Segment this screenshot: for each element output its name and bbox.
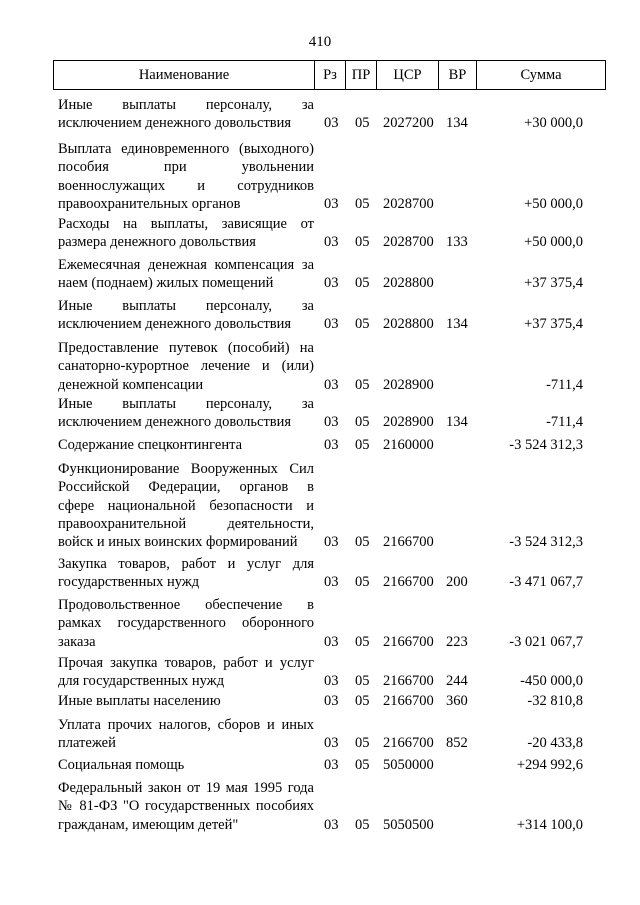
row-name-line: Прочая закупка товаров, работ и услуг xyxy=(58,655,314,671)
row-csr: 5050500 xyxy=(383,816,434,833)
row-csr: 2028900 xyxy=(383,376,434,393)
header-sum: Сумма xyxy=(476,61,605,89)
row-name-line: исключением денежного довольствия xyxy=(58,414,292,431)
header-name: Наименование xyxy=(138,67,230,83)
row-name xyxy=(58,96,314,133)
row-sum: -20 433,8 xyxy=(527,735,583,752)
row-name xyxy=(58,297,314,334)
row-rz: 03 xyxy=(324,437,339,453)
row-name xyxy=(58,436,314,454)
row-rz: 03 xyxy=(324,816,339,833)
row-sum: -3 471 067,7 xyxy=(509,574,583,591)
row-name-line: платежей xyxy=(58,735,116,752)
row-sum: -711,4 xyxy=(546,376,583,393)
table-header xyxy=(53,60,606,90)
row-sum: +30 000,0 xyxy=(524,115,583,132)
page-number: 410 xyxy=(308,34,332,50)
row-name-line: рамках государственного оборонного xyxy=(58,615,314,632)
header-vr: ВР xyxy=(438,61,476,89)
row-pr: 05 xyxy=(355,414,370,431)
row-rz: 03 xyxy=(324,234,339,251)
row-name-line: Уплата прочих налогов, сборов и иных xyxy=(58,717,314,733)
row-csr: 2027200 xyxy=(383,115,434,132)
row-pr: 05 xyxy=(355,574,370,591)
row-vr: 134 xyxy=(446,316,468,333)
row-csr: 2028800 xyxy=(383,275,434,292)
row-pr: 05 xyxy=(355,673,370,690)
row-csr: 2028800 xyxy=(383,316,434,333)
row-vr: 852 xyxy=(446,735,468,752)
row-name-line: Предоставление путевок (пособий) на xyxy=(58,340,314,356)
row-name xyxy=(58,140,314,213)
row-sum: -32 810,8 xyxy=(527,693,583,709)
row-sum: +50 000,0 xyxy=(524,195,583,212)
row-sum: +294 992,6 xyxy=(516,757,583,773)
row-pr: 05 xyxy=(355,816,370,833)
row-name-line: санаторно-курортное лечение и (или) xyxy=(58,358,314,375)
row-rz: 03 xyxy=(324,316,339,333)
row-name-line: Функционирование Вооруженных Сил xyxy=(58,461,314,477)
row-pr: 05 xyxy=(355,275,370,292)
row-name-line: военнослужащих и сотрудников xyxy=(58,177,314,194)
row-csr: 2166700 xyxy=(383,735,434,752)
row-csr: 2160000 xyxy=(383,437,434,453)
row-pr: 05 xyxy=(355,195,370,212)
row-name-line: Продовольственное обеспечение в xyxy=(58,597,314,613)
row-vr: 134 xyxy=(446,115,468,132)
row-rz: 03 xyxy=(324,693,339,709)
row-csr: 2166700 xyxy=(383,574,434,591)
row-pr: 05 xyxy=(355,234,370,251)
row-pr: 05 xyxy=(355,316,370,333)
row-pr: 05 xyxy=(355,115,370,132)
row-name-line: войск и иных воинских формирований xyxy=(58,534,298,551)
row-name-line: Содержание спецконтингента xyxy=(58,437,243,453)
row-sum: -3 524 312,3 xyxy=(509,534,583,551)
row-name-line: Федеральный закон от 19 мая 1995 года xyxy=(58,780,314,796)
row-vr: 360 xyxy=(446,693,468,709)
row-name-line: Иные выплаты персоналу, за xyxy=(58,298,314,314)
row-sum: -450 000,0 xyxy=(520,673,583,690)
row-name xyxy=(58,555,314,592)
row-csr: 2166700 xyxy=(383,673,434,690)
row-rz: 03 xyxy=(324,735,339,752)
row-rz: 03 xyxy=(324,673,339,690)
row-sum: -3 524 312,3 xyxy=(509,437,583,453)
row-csr: 2028900 xyxy=(383,414,434,431)
row-name-line: Закупка товаров, работ и услуг для xyxy=(58,556,314,572)
row-name-line: Иные выплаты персоналу, за xyxy=(58,97,314,113)
row-name-line: заказа xyxy=(58,633,96,650)
row-name-line: размера денежного довольствия xyxy=(58,234,256,251)
row-name-line: государственных нужд xyxy=(58,574,200,591)
row-csr: 5050000 xyxy=(383,757,434,773)
row-name xyxy=(58,654,314,691)
row-name xyxy=(58,692,314,710)
row-name-line: Расходы на выплаты, зависящие от xyxy=(58,216,314,232)
row-pr: 05 xyxy=(355,757,370,773)
row-vr: 223 xyxy=(446,633,468,650)
row-name-line: Иные выплаты населению xyxy=(58,693,221,709)
row-pr: 05 xyxy=(355,437,370,453)
row-name-line: гражданам, имеющим детей" xyxy=(58,816,239,833)
row-name-line: Выплата единовременного (выходного) xyxy=(58,141,314,157)
row-sum: +50 000,0 xyxy=(524,234,583,251)
row-csr: 2166700 xyxy=(383,693,434,709)
row-name xyxy=(58,756,314,774)
row-pr: 05 xyxy=(355,376,370,393)
row-name-line: Иные выплаты персоналу, за xyxy=(58,396,314,412)
row-name xyxy=(58,779,314,834)
row-name xyxy=(58,339,314,394)
row-sum: -3 021 067,7 xyxy=(509,633,583,650)
row-rz: 03 xyxy=(324,757,339,773)
row-sum: -711,4 xyxy=(546,414,583,431)
row-name xyxy=(58,215,314,252)
row-name xyxy=(58,395,314,432)
row-name-line: Социальная помощь xyxy=(58,757,185,773)
header-csr: ЦСР xyxy=(376,61,438,89)
row-rz: 03 xyxy=(324,633,339,650)
row-csr: 2028700 xyxy=(383,195,434,212)
row-sum: +314 100,0 xyxy=(516,816,583,833)
row-name-line: правоохранительной деятельности, xyxy=(58,515,314,532)
row-rz: 03 xyxy=(324,376,339,393)
row-csr: 2166700 xyxy=(383,534,434,551)
row-pr: 05 xyxy=(355,735,370,752)
header-pr: ПР xyxy=(345,61,376,89)
row-name-line: Российской Федерации, органов в xyxy=(58,479,314,496)
row-rz: 03 xyxy=(324,275,339,292)
row-name-line: для государственных нужд xyxy=(58,673,225,690)
row-vr: 200 xyxy=(446,574,468,591)
row-name-line: денежной компенсации xyxy=(58,376,204,393)
row-name xyxy=(58,716,314,753)
row-name xyxy=(58,460,314,551)
row-rz: 03 xyxy=(324,574,339,591)
row-name-line: пособия при увольнении xyxy=(58,159,314,176)
row-csr: 2166700 xyxy=(383,633,434,650)
row-name xyxy=(58,596,314,651)
row-rz: 03 xyxy=(324,195,339,212)
row-rz: 03 xyxy=(324,115,339,132)
row-vr: 134 xyxy=(446,414,468,431)
row-name-line: сфере национальной безопасности и xyxy=(58,497,314,514)
row-rz: 03 xyxy=(324,534,339,551)
row-name-line: правоохранительных органов xyxy=(58,195,241,212)
row-pr: 05 xyxy=(355,534,370,551)
row-sum: +37 375,4 xyxy=(524,275,583,292)
row-name-line: Ежемесячная денежная компенсация за xyxy=(58,257,314,273)
row-vr: 133 xyxy=(446,234,468,251)
header-rz: Рз xyxy=(314,61,345,89)
row-name-line: исключением денежного довольствия xyxy=(58,316,292,333)
row-csr: 2028700 xyxy=(383,234,434,251)
row-pr: 05 xyxy=(355,693,370,709)
row-vr: 244 xyxy=(446,673,468,690)
row-pr: 05 xyxy=(355,633,370,650)
row-name-line: исключением денежного довольствия xyxy=(58,115,292,132)
row-name-line: № 81-ФЗ "О государственных пособиях xyxy=(58,798,314,815)
row-sum: +37 375,4 xyxy=(524,316,583,333)
row-name xyxy=(58,256,314,293)
row-rz: 03 xyxy=(324,414,339,431)
row-name-line: наем (поднаем) жилых помещений xyxy=(58,275,274,292)
